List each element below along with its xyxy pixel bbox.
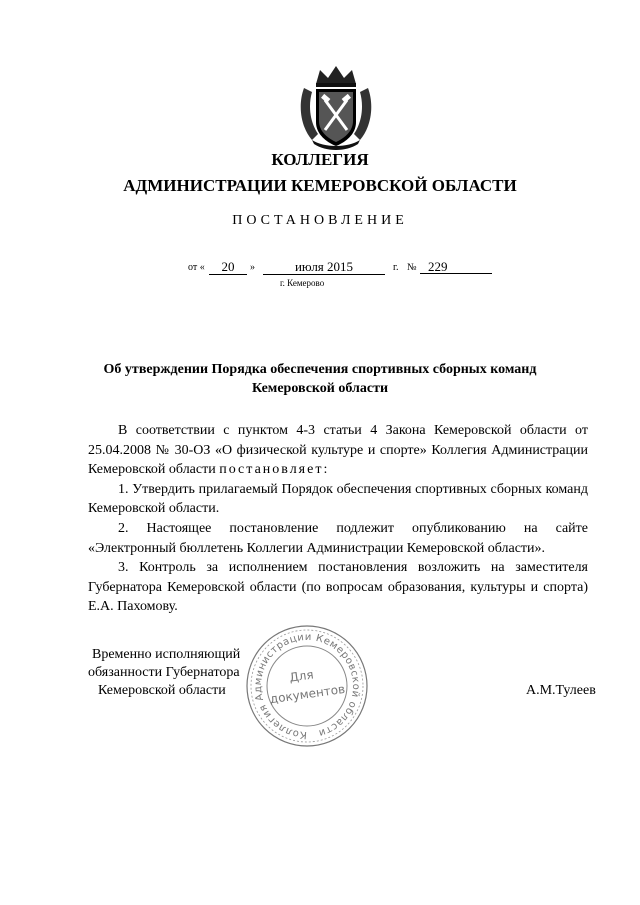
org-title-line2: АДМИНИСТРАЦИИ КЕМЕРОВСКОЙ ОБЛАСТИ bbox=[123, 176, 517, 195]
number-label: № bbox=[407, 262, 417, 273]
preamble-decree-word: постановляет: bbox=[219, 462, 330, 478]
body-preamble bbox=[88, 421, 588, 480]
date-year-suffix: г. bbox=[393, 262, 399, 273]
city-label: г. Кемерово bbox=[280, 278, 325, 288]
date-day: 20 bbox=[209, 259, 247, 275]
org-title-line1: КОЛЛЕГИЯ bbox=[271, 150, 369, 169]
document-number: 229 bbox=[420, 259, 492, 274]
signature-title-line2: обязанности Губернатора bbox=[88, 665, 240, 680]
signature-title-line3: Кемеровской области bbox=[98, 683, 226, 698]
stamp-ring-text: Коллегия Администрации Кемеровской области bbox=[252, 631, 362, 741]
document-body bbox=[88, 421, 588, 617]
signature-title-line1: Временно исполняющий bbox=[92, 647, 241, 662]
subject-line1: Об утверждении Порядка обеспечения спортивных сборных команд bbox=[103, 362, 537, 377]
stamp-center-line2: документов bbox=[268, 681, 346, 707]
stamp-center-line1: Для bbox=[288, 667, 315, 685]
signatory-name: А.М.Тулеев bbox=[526, 683, 596, 698]
subject-line2: Кемеровской области bbox=[251, 381, 389, 396]
body-item-1: 1. Утвердить прилагаемый Порядок обеспечения спортивных сборных команд Кемеровской области. bbox=[88, 481, 588, 517]
body-item-3: 3. Контроль за исполнением постановления возложить на заместителя Губернатора Кемеровской области (по вопросам образования, культуры и спорта) Е.А. Пахомову. bbox=[88, 560, 588, 615]
official-stamp bbox=[240, 620, 375, 750]
preamble-text: В соответствии с пунктом 4-3 статьи 4 Закона Кемеровской области от 25.04.2008 № 30-ОЗ «О физической культуре и спорте» Коллегия Администрации Кемеровской области bbox=[88, 423, 588, 478]
date-day-close: » bbox=[250, 262, 255, 273]
svg-text:Коллегия Администрации Кемеров bbox=[253, 632, 361, 740]
document-type: ПОСТАНОВЛЕНИЕ bbox=[232, 213, 408, 228]
date-month-year: июля 2015 bbox=[263, 259, 385, 275]
document-subject bbox=[0, 360, 640, 398]
date-from-label: от « bbox=[188, 262, 205, 273]
body-item-2: 2. Настоящее постановление подлежит опубликованию на сайте «Электронный бюллетень Коллегии Администрации Кемеровской области». bbox=[88, 520, 588, 556]
coat-of-arms-emblem bbox=[298, 64, 374, 150]
